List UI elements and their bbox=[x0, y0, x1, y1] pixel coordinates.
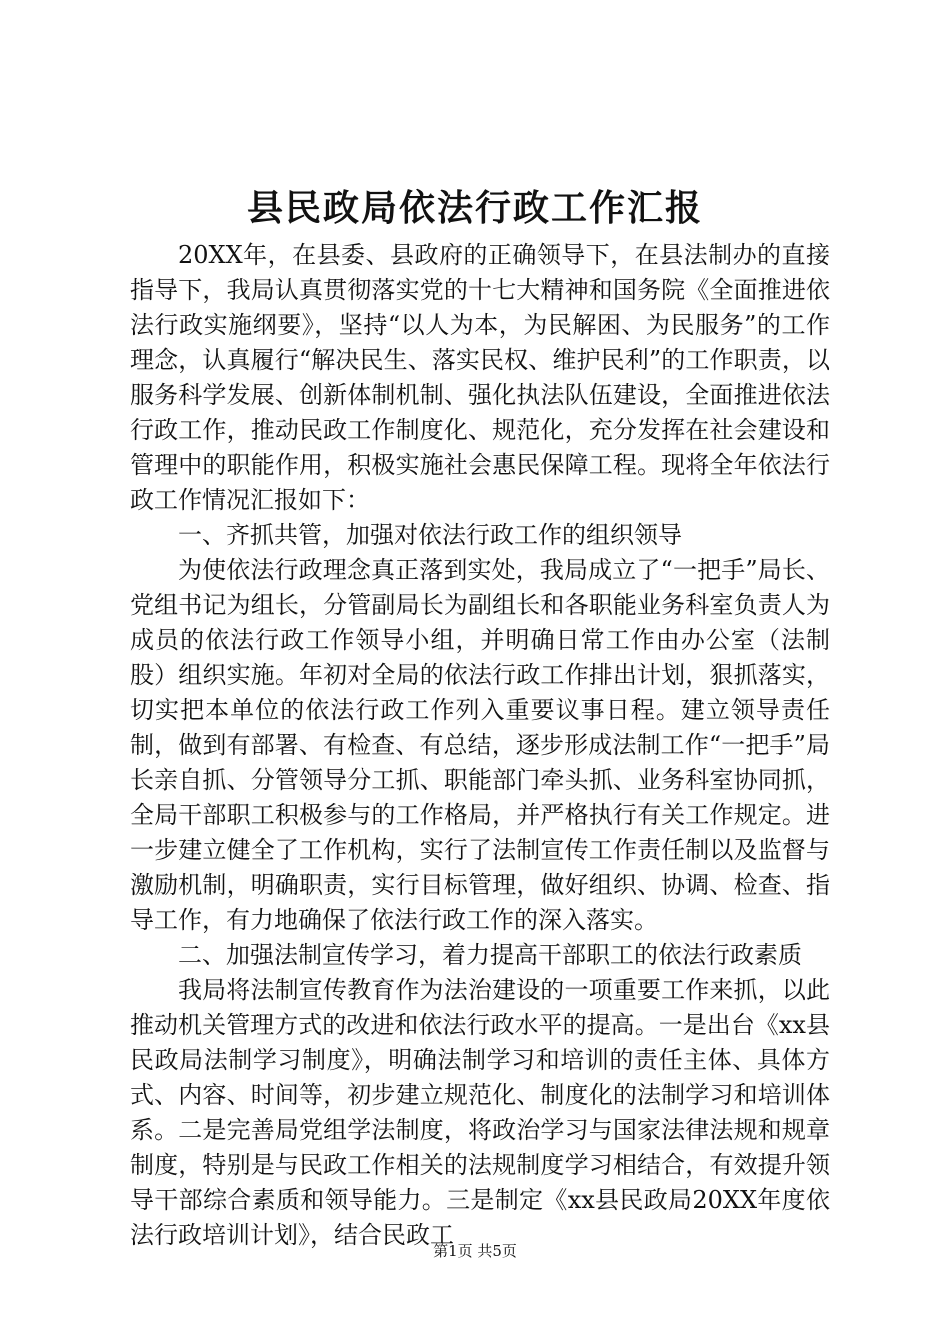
paragraph-intro: 20XX年，在县委、县政府的正确领导下，在县法制办的直接指导下，我局认真贯彻落实党的十七大精神和国务院《全面推进依法行政实施纲要》，坚持“以人为本，为民解困、为民服务”的工作理念，认真履行“解决民生、落实民权、维护民利”的工作职责，以服务科学发展、创新体制机制、强化执法队伍建设，全面推进依法行政工作，推动民政工作制度化、规范化，充分发挥在社会建设和管理中的职能作用，积极实施社会惠民保障工程。现将全年依法行政工作情况汇报如下： bbox=[130, 241, 830, 514]
paragraph-section-2: 我局将法制宣传教育作为法治建设的一项重要工作来抓，以此推动机关管理方式的改进和依法行政水平的提高。一是出台《xx县民政局法制学习制度》，明确法制学习和培训的责任主体、具体方式、内容、时间等，初步建立规范化、制度化的法制学习和培训体系。二是完善局党组学法制度，将政治学习与国家法律法规和规章制度，特别是与民政工作相关的法规制度学习相结合，有效提升领导干部综合素质和领导能力。三是制定《xx县民政局20XX年度依法行政培训计划》，结合民政工 bbox=[130, 976, 830, 1249]
paragraph-section-1: 为使依法行政理念真正落到实处，我局成立了“一把手”局长、党组书记为组长，分管副局长为副组长和各职能业务科室负责人为成员的依法行政工作领导小组，并明确日常工作由办公室（法制股）组织实施。年初对全局的依法行政工作排出计划，狠抓落实，切实把本单位的依法行政工作列入重要议事日程。建立领导责任制，做到有部署、有检查、有总结，逐步形成法制工作“一把手”局长亲自抓、分管领导分工抓、职能部门牵头抓、业务科室协同抓，全局干部职工积极参与的工作格局，并严格执行有关工作规定。进一步建立健全了工作机构，实行了法制宣传工作责任制以及监督与激励机制，明确职责，实行目标管理，做好组织、协调、检查、指导工作，有力地确保了依法行政工作的深入落实。 bbox=[130, 556, 830, 934]
document-body bbox=[130, 238, 830, 1253]
section-heading-1: 一、齐抓共管，加强对依法行政工作的组织领导 bbox=[178, 521, 682, 549]
page-number: 第1页 共5页 bbox=[433, 1242, 517, 1260]
document-title: 县民政局依法行政工作汇报 bbox=[246, 187, 703, 229]
section-heading-2: 二、加强法制宣传学习，着力提高干部职工的依法行政素质 bbox=[178, 941, 802, 969]
